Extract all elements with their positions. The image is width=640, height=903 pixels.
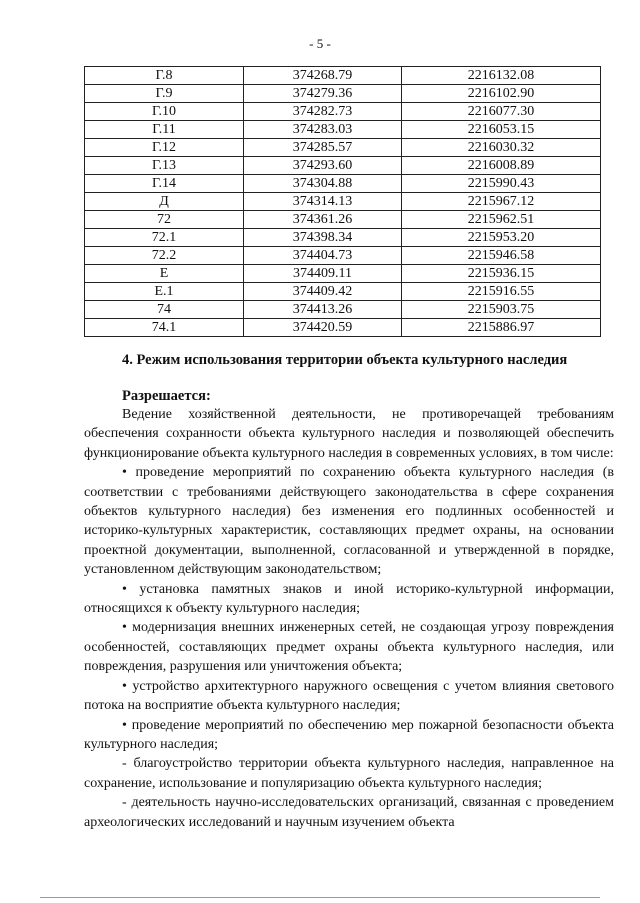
coordinates-table [84,66,601,337]
paragraph-intro: Ведение хозяйственной деятельности, не противоречащей требованиям обеспечения сохранности объекта культурного наследия и позволяющей обеспечить функционирование объекта культурного наследия в современных условиях, в том числе: [84,407,614,461]
y-coordinate-cell: 2216030.32 [402,139,601,157]
y-coordinate-cell: 2215967.12 [402,193,601,211]
table-row [85,193,601,211]
point-id-cell: 74.1 [85,319,244,337]
x-coordinate-cell: 374268.79 [244,67,402,85]
point-id-cell: Г.12 [85,139,244,157]
section-heading: 4. Режим использования территории объекта культурного наследия [122,352,568,368]
y-coordinate-cell: 2215886.97 [402,319,601,337]
point-id-cell: Е [85,265,244,283]
list-item: • устройство архитектурного наружного освещения с учетом влияния светового потока на восприятие объекта культурного наследия; [84,678,614,714]
point-id-cell: Г.11 [85,121,244,139]
list-item: • проведение мероприятий по обеспечению мер пожарной безопасности объекта культурного наследия; [84,717,614,752]
table-row [85,103,601,121]
y-coordinate-cell: 2215916.55 [402,283,601,301]
table-row [85,211,601,229]
allowed-heading: Разрешается: [122,388,211,404]
y-coordinate-cell: 2216077.30 [402,103,601,121]
table-row [85,265,601,283]
table-row [85,283,601,301]
point-id-cell: Г.10 [85,103,244,121]
y-coordinate-cell: 2215936.15 [402,265,601,283]
point-id-cell: Г.14 [85,175,244,193]
x-coordinate-cell: 374285.57 [244,139,402,157]
point-id-cell: Е.1 [85,283,244,301]
table-row [85,319,601,337]
section-body [84,405,614,832]
point-id-cell: 74 [85,301,244,319]
list-item: • установка памятных знаков и иной историко-культурной информации, относящихся к объекту культурного наследия; [84,581,614,617]
y-coordinate-cell: 2216008.89 [402,157,601,175]
point-id-cell: 72.2 [85,247,244,265]
table-row [85,229,601,247]
x-coordinate-cell: 374293.60 [244,157,402,175]
y-coordinate-cell: 2215946.58 [402,247,601,265]
x-coordinate-cell: 374420.59 [244,319,402,337]
y-coordinate-cell: 2215903.75 [402,301,601,319]
table-row [85,247,601,265]
x-coordinate-cell: 374409.42 [244,283,402,301]
table-row [85,175,601,193]
x-coordinate-cell: 374283.03 [244,121,402,139]
x-coordinate-cell: 374404.73 [244,247,402,265]
point-id-cell: Г.9 [85,85,244,103]
x-coordinate-cell: 374409.11 [244,265,402,283]
point-id-cell: 72.1 [85,229,244,247]
y-coordinate-cell: 2216102.90 [402,85,601,103]
y-coordinate-cell: 2216132.08 [402,67,601,85]
page-number: - 5 - [309,36,331,51]
x-coordinate-cell: 374361.26 [244,211,402,229]
y-coordinate-cell: 2215990.43 [402,175,601,193]
point-id-cell: Д [85,193,244,211]
x-coordinate-cell: 374398.34 [244,229,402,247]
y-coordinate-cell: 2215962.51 [402,211,601,229]
x-coordinate-cell: 374279.36 [244,85,402,103]
y-coordinate-cell: 2216053.15 [402,121,601,139]
point-id-cell: 72 [85,211,244,229]
table-row [85,121,601,139]
x-coordinate-cell: 374413.26 [244,301,402,319]
x-coordinate-cell: 374314.13 [244,193,402,211]
table-row [85,67,601,85]
list-item: • модернизация внешних инженерных сетей, не создающая угрозу повреждения особенностей, составляющих предмет охраны объекта культурного наследия, или повреждения, разрушения или уничтожения объекта; [84,620,614,675]
x-coordinate-cell: 374304.88 [244,175,402,193]
scan-bottom-edge [40,897,600,898]
list-item: - благоустройство территории объекта культурного наследия, направленное на сохранение, использование и популяризацию объекта культурного наследия; [84,756,614,791]
table-row [85,301,601,319]
table-row [85,85,601,103]
table-row [85,157,601,175]
point-id-cell: Г.13 [85,157,244,175]
list-item: - деятельность научно-исследовательских организаций, связанная с проведением археологических исследований и научным изучением объекта [84,795,614,830]
list-item: • проведение мероприятий по сохранению объекта культурного наследия (в соответствии с требованиями действующего законодательства в сфере сохранения объектов культурного наследия) без изменения его подлинных особенностей и историко-культурных характеристик, составляющих предмет охраны, на основании проектной документации, выполненной, согласованной и утвержденной в порядке, установленном действующим законодательством; [84,465,614,578]
x-coordinate-cell: 374282.73 [244,103,402,121]
table-row [85,139,601,157]
point-id-cell: Г.8 [85,67,244,85]
y-coordinate-cell: 2215953.20 [402,229,601,247]
